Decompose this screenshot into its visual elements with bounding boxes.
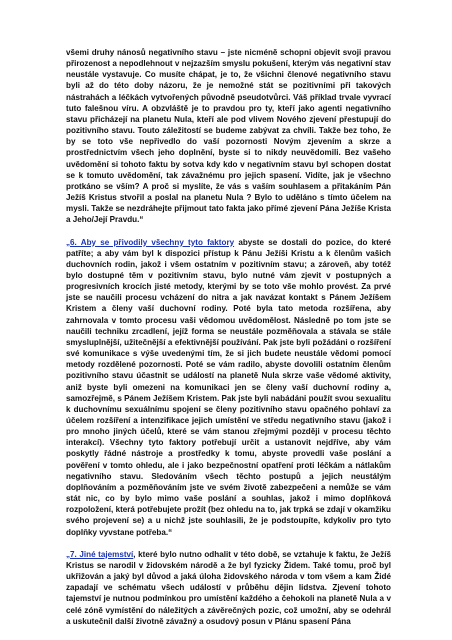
paragraph-spacer [66,538,391,549]
paragraph-3 [66,549,391,627]
paragraph-2 [66,237,391,538]
section-6-heading-link[interactable]: „6. Aby se přivodily všechny tyto faktory [66,237,235,247]
paragraph-1: všemi druhy nánosů negativního stavu – jste nicméně schopni objevit svoji pravou přirozenost a nepodlehnout v nejzazším smyslu pokušení, kterým vás negativní stav neustále vystavuje. Co musíte chápat, je to, že všichni členové negativního stavu byli až do této doby názoru, že je nemožné stát se pozitivními při takových nástrahách a léčkách vytvořených původně pseudotvůrci. Váš příklad trvale vyvrací tuto falešnou víru. A obzvláště je to pravdou pro ty, kteří jako agenti negativního stavu přicházejí na planetu Nula, kteří ale pod vlivem Nového zjevení přestupují do pozitivního stavu. Touto záležitostí se budeme zabývat za chvíli. Takže bez toho, že by se toto vše nepřivedlo do vaší pozornosti Novým zjevením a skrze a prostřednictvím všech jeho doplnění, byste si to nikdy neuvědomili. Bez vašeho uvědomění si tohoto faktu by sotva kdy kdo v negativním stavu byl schopen dostat se k tomuto uvědomění, tak závažnému pro jejich spasení. Vidíte, jak je všechno protkáno se vším? A proč si myslíte, že vás s vaším souhlasem a přitakáním Pán Ježíš Kristus stvořil a poslal na planetu Nula ? Bylo to uděláno s tímto účelem na mysli. Takže se nezdráhejte přijmout tato fakta jako přímé zjevení Pána Ježíše Krista a Jeho/Její Pravdu.“ [66,48,391,225]
paragraph-3-body: , které bylo nutno odhalit v této době, se vztahuje k faktu, že Ježíš Kristus se narodil v židovském národě a že byl fyzicky Židem. Také tomu, proč byl ukřižován a jaký byl důvod a jaká úloha židovského národa v tom všem a kam Židé zapadají ve schématu všech událostí v průběhu dějin lidstva. Zjevení tohoto tajemství je nutnou podmínkou pro umístění každého a čehokoli na planetě Nula a v celé zóně vymístění do náležitých a závěrečných pozic, což umožní, aby se odehrál a uskutečnil další životně závažný a osudový posun v Plánu spasení Pána [66,549,391,626]
section-7-heading-link[interactable]: „7. Jiné tajemství [66,549,134,559]
paragraph-2-body: abyste se dostali do pozice, do které patříte; a aby vám byl k dispozici přístup k Pánu Ježíši Kristu a k členům vašich duchovních rodin, jakož i všem ostatním v pozitivním stavu; a zároveň, aby totéž bylo dostupné těm v pozitivním stavu, bylo nutné vám zjevit v postupných a progresivních krocích jisté metody, kterými by se toto vše mohlo provést. Za prvé jste se naučili procesu vcházení do nitra a jak navázat kontakt s Pánem Ježíšem Kristem a členy vaší duchovní rodiny. Poté byla tato metoda rozšířena, aby zahrnovala v tomto procesu vaši vědomou uvědomělost. Následně po tom jste se naučili techniku zrcadlení, jejíž forma se neustále pozměňovala a stávala se stále smysluplnější, užitečnější a efektivnější používání. Pak jste byli požádáni o rozšíření své komunikace s výše uvedenými tím, že si jich budete neustále vědomi pomocí metody rozdělené pozornosti. Poté se vám radilo, abyste dovolili ostatním členům pozitivního stavu účastnit se událostí na planetě Nula skrze vaše vědomé aktivity, aniž byste byli omezeni na komunikaci jen se členy vaší duchovní rodiny a, samozřejmě, s Pánem Ježíšem Kristem. Pak jste byli nabádáni použít svou sexualitu k duchovnímu sexuálnímu spojení se členy pozitivního stavu opačného pohlaví za účelem rozšíření a intenzifikace jejich umístění ve středu negativního stavu (jakož i pro mnoho jiných účelů, které se vám stanou zřejmými později v procesu těchto interakcí). Všechny tyto faktory potřebují určit a ustanovit nejdříve, aby vám poskytly řádné nástroje a prostředky k tomu, abyste provedli vaše poslání a pověření v tomto ohledu, ale i jako bezpečnostní opatření proti léčkám a nátlakům negativního stavu. Sledováním všech těchto postupů a jejich neustálým doplňováním a pozměňováním jste ve svém životě zabezpečeni a nemůže se vám stát nic, co by bylo mimo vaše poslání a souhlas, jakož i mimo doplňková rozpoložení, která potřebujete prožít (bez ohledu na to, jak trpká se zdají v okamžiku svého projevení se) a u nichž jste souhlasili, že je podstoupíte, kdykoliv pro tyto doplňky vyvstane potřeba.“ [66,237,391,537]
document-text [66,47,391,627]
paragraph-spacer [66,226,391,237]
